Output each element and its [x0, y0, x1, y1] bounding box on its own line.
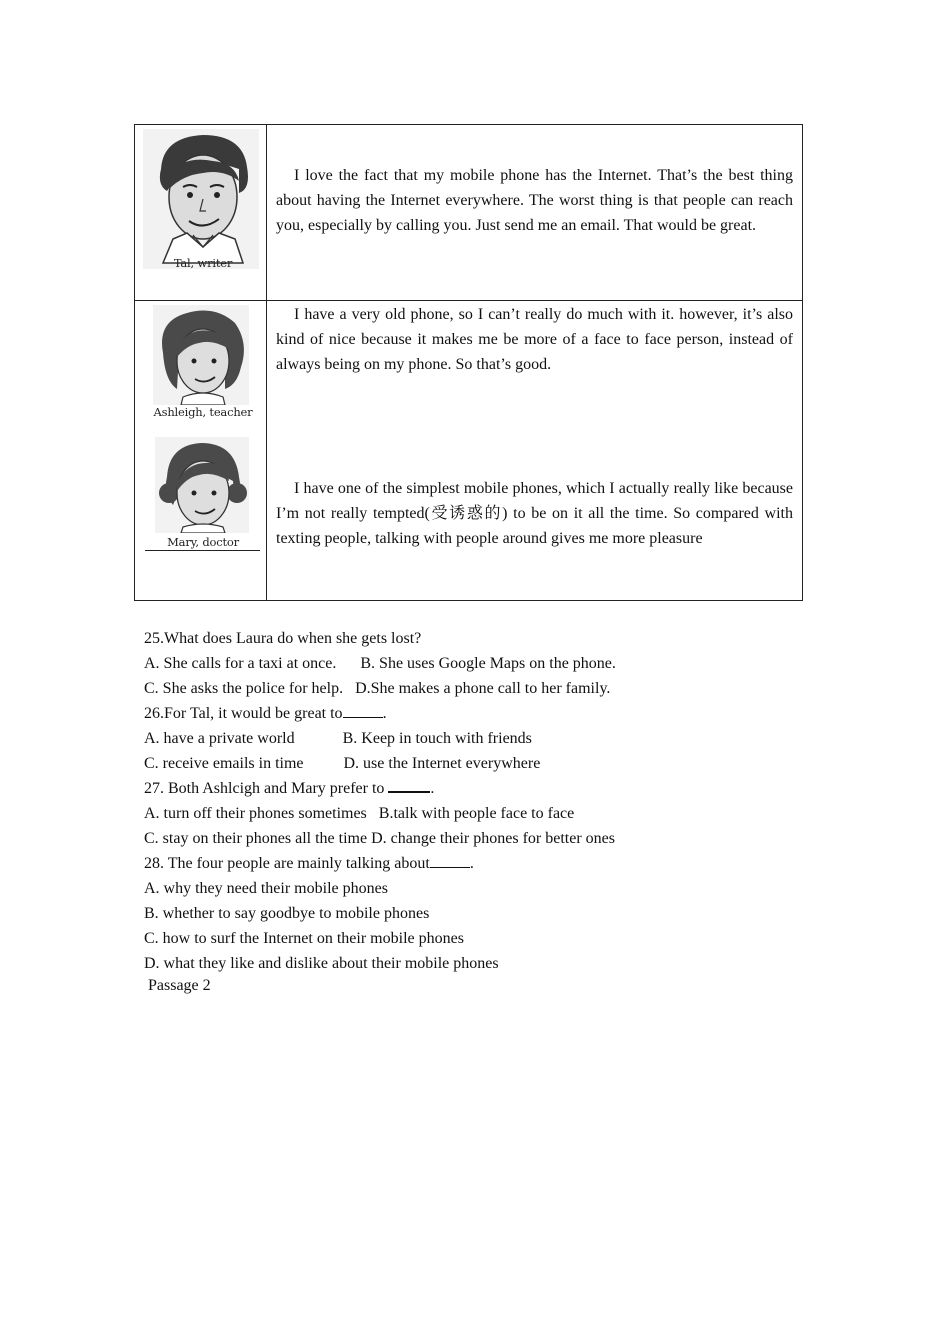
question-26-options-ab: A. have a private world B. Keep in touch with friends [144, 730, 532, 747]
tal-quote: I love the fact that my mobile phone has the Internet. That’s the best thing about having the Internet everywhere. The worst thing is that people can reach you, especially by calling you. Just send me an email. That would be great. [276, 167, 793, 234]
question-26 [144, 701, 387, 726]
question-25-options-ab: A. She calls for a taxi at once. B. She uses Google Maps on the phone. [144, 655, 616, 672]
answer-blank [388, 777, 430, 793]
table-row-divider [135, 300, 802, 301]
tal-caption: Tal, writer [173, 256, 233, 270]
question-27 [144, 776, 434, 801]
question-28-end: . [469, 855, 474, 872]
ashleigh-caption: Ashleigh, teacher [153, 405, 253, 419]
question-26-text: 26.For Tal, it would be great to [144, 705, 343, 722]
question-27-options-cd: C. stay on their phones all the time D. change their phones for better ones [144, 830, 615, 847]
question-26-options-cd: C. receive emails in time D. use the Internet everywhere [144, 755, 541, 772]
mary-quote: I have one of the simplest mobile phones, which I actually really like because I’m not really tempted(受诱惑的) to be on it all the time. So compared with texting people, talking with people around gives me more pleasure [276, 480, 793, 547]
caption-underline [145, 550, 260, 551]
question-28-option-d: D. what they like and dislike about their mobile phones [144, 955, 499, 972]
question-28-option-b: B. whether to say goodbye to mobile phones [144, 905, 430, 922]
mary-portrait [155, 437, 249, 533]
question-28-option-a: A. why they need their mobile phones [144, 880, 388, 897]
question-27-text: 27. Both Ashlcigh and Mary prefer to [144, 780, 389, 797]
mary-caption: Mary, doctor [167, 535, 239, 549]
profiles-table [134, 124, 803, 601]
answer-blank [430, 853, 470, 868]
ashleigh-quote: I have a very old phone, so I can’t really do much with it. however, it’s also kind of nice because it makes me be more of a face to face person, instead of always being on my phone. So that’s good. [276, 306, 793, 373]
passage-2-heading: Passage 2 [148, 977, 211, 994]
question-26-end: . [382, 705, 387, 722]
question-27-end: . [430, 780, 435, 797]
question-28-option-c: C. how to surf the Internet on their mobile phones [144, 930, 464, 947]
question-28-text: 28. The four people are mainly talking about [144, 855, 430, 872]
question-27-options-ab: A. turn off their phones sometimes B.talk with people face to face [144, 805, 575, 822]
ashleigh-portrait [153, 305, 249, 405]
answer-blank [343, 703, 383, 718]
question-25: 25.What does Laura do when she gets lost? [144, 630, 422, 647]
question-25-options-cd: C. She asks the police for help. D.She makes a phone call to her family. [144, 680, 611, 697]
table-column-divider [266, 125, 267, 600]
question-28 [144, 851, 474, 876]
tal-portrait [143, 129, 259, 269]
